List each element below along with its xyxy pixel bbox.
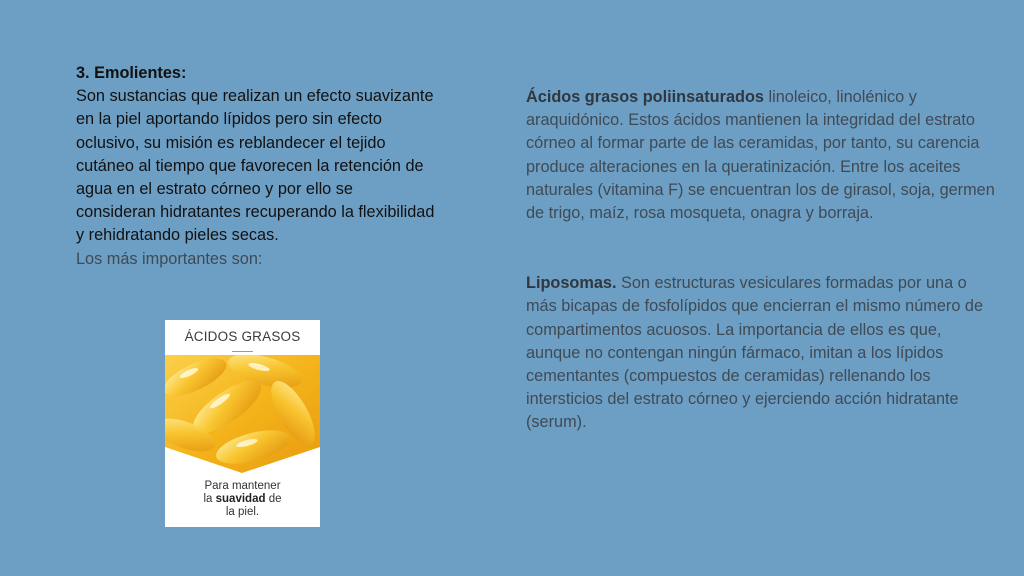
caption-line-2: la suavidad de (203, 493, 282, 505)
caption-emphasis: suavidad (215, 493, 266, 505)
caption-line-3: la piel. (225, 506, 260, 518)
acidos-grasos-paragraph (526, 86, 996, 225)
section-lead: Los más importantes son: (76, 249, 263, 268)
card-title: ÁCIDOS GRASOS (184, 329, 301, 344)
liposomas-text: Son estructuras vesiculares formadas por una o más bicapas de fosfolípidos que encierran el mismo número de compartimentos acuosos. La importancia de ellos es que, aunque no contengan ningún fármaco, imitan a los lípidos cementantes (compuestos de ceramidas) rellenando los intersticios del estrato córneo y ejerciendo acción hidratante (serum). (526, 274, 984, 432)
liposomas-term: Liposomas. (526, 274, 617, 293)
liposomas-paragraph (526, 272, 996, 434)
acidos-grasos-image (165, 320, 320, 527)
acidos-grasos-text: linoleico, linolénico y araquidónico. Estos ácidos mantienen la integridad del estrato córneo al formar parte de las ceramidas, por tanto, su carencia produce alteraciones en la queratinización. Entre los aceites naturales (vitamina F) se encuentran los de girasol, soja, germen de trigo, maíz, rosa mosqueta, onagra y borraja. (526, 88, 995, 223)
section-heading: 3. Emolientes: (76, 64, 187, 82)
section-body: Son sustancias que realizan un efecto suavizante en la piel aportando lípidos pero sin efecto oclusivo, su misión es reblandecer el tejido cutáneo al tiempo que favorecen la retención de agua en el estrato córneo y por ello se consideran hidratantes recuperando la flexibilidad y rehidratando pieles secas. (76, 87, 435, 245)
details-section (526, 86, 996, 435)
acidos-grasos-term: Ácidos grasos poliinsaturados (526, 88, 764, 106)
card-divider (232, 351, 253, 352)
emolientes-section (76, 62, 436, 271)
card-caption (165, 480, 320, 519)
oil-capsules-illustration (165, 355, 320, 473)
caption-line-1: Para mantener (204, 480, 281, 492)
